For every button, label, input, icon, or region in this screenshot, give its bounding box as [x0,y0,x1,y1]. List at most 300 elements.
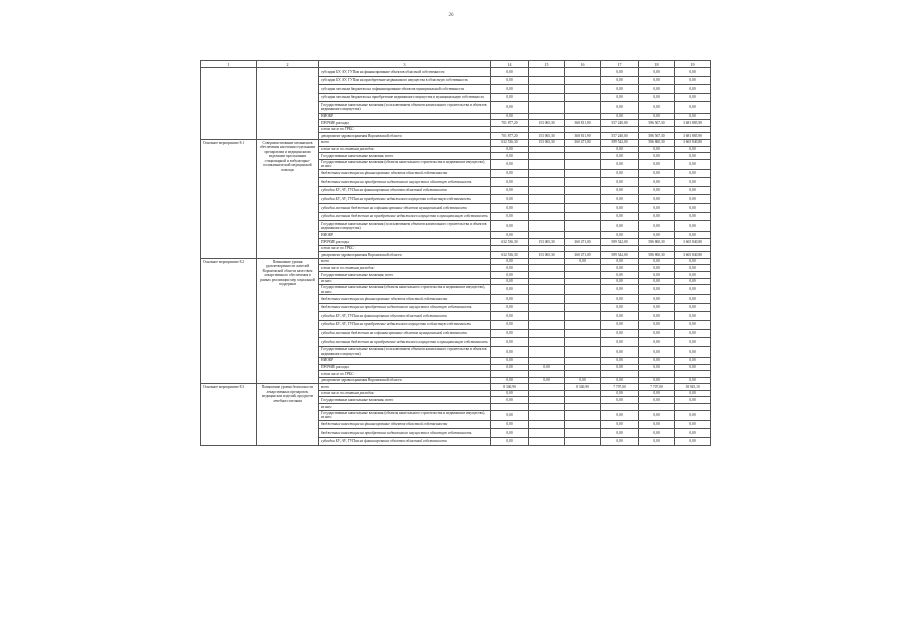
value-cell [565,146,601,153]
value-cell: 0,00 [639,429,675,438]
value-cell: 0,00 [601,221,639,232]
value-cell [639,371,675,378]
expense-item: НИОКР [319,113,491,120]
value-cell: 0,00 [675,159,711,169]
value-cell: 0,00 [491,329,529,338]
value-cell [565,126,601,133]
value-cell [565,93,601,102]
value-cell: 0,00 [601,146,639,153]
value-cell [529,265,565,272]
value-cell [565,153,601,160]
value-cell [529,178,565,187]
value-cell [529,404,565,411]
value-cell: 0,00 [639,397,675,404]
measure-name: Повышение уровня удовлетворенности жителей Воронежской области качеством лекарственного обеспечения в рамках реализации мер социальной поддержки [257,258,319,383]
value-cell: 0,00 [639,303,675,312]
value-cell: 3 681 885,90 [675,133,711,140]
value-cell: 0,00 [491,420,529,429]
table-row [201,139,711,146]
value-cell: 0,00 [675,85,711,94]
value-cell: 0,00 [675,429,711,438]
value-cell: 0,00 [675,169,711,178]
value-cell: 0,00 [675,278,711,285]
value-cell [565,272,601,279]
value-cell: 0,00 [565,258,601,265]
value-cell [565,364,601,371]
value-cell [639,245,675,252]
value-cell: 0,00 [491,377,529,384]
value-cell: 0,00 [639,410,675,420]
value-cell: 557 240,00 [601,120,639,127]
value-cell: 0,00 [491,204,529,213]
value-cell: 701 877,20 [491,120,529,127]
value-cell [529,437,565,446]
expense-item: в том числе по ГРБС: [319,245,491,252]
value-cell: 368 811,90 [565,133,601,140]
value-cell: 0,00 [601,169,639,178]
expense-item: ПРОЧИЕ расходы [319,120,491,127]
value-cell: 0,00 [675,410,711,420]
value-cell [529,285,565,295]
value-cell [565,338,601,347]
expense-item: бюджетные инвестиции на финансирование объектов областной собственности [319,169,491,178]
value-cell: 0,00 [601,397,639,404]
value-cell: 0,00 [639,113,675,120]
value-cell [565,420,601,429]
value-cell: 0,00 [639,102,675,113]
value-cell: 0,00 [601,285,639,295]
value-cell [529,169,565,178]
value-cell: 7 707,00 [639,384,675,391]
value-cell: 0,00 [491,232,529,239]
value-cell: 0,00 [675,420,711,429]
value-cell [675,404,711,411]
value-cell: 0,00 [491,102,529,113]
value-cell: 0,00 [675,76,711,85]
value-cell: 0,00 [639,272,675,279]
value-cell: 0,00 [639,338,675,347]
value-cell [601,245,639,252]
value-cell: 557 240,00 [601,133,639,140]
value-cell [529,212,565,221]
value-cell [565,295,601,304]
value-cell: 0,00 [675,397,711,404]
value-cell [639,404,675,411]
value-cell: 0,00 [601,186,639,195]
value-cell: 0,00 [491,178,529,187]
header-cell-17: 17 [601,61,639,68]
value-cell [565,265,601,272]
value-cell: 0,00 [675,338,711,347]
measure-name: Повышение уровня безопасности лекарственных препаратов, медицинских изделий, продуктов лечебного питания [257,384,319,446]
value-cell: 0,00 [491,364,529,371]
value-cell: 0,00 [675,303,711,312]
measure-title [201,68,257,140]
value-cell [529,93,565,102]
value-cell: 0,00 [675,153,711,160]
expense-item: субсидии БУ, АУ, ГУПам на приобретение недвижимого имущества в областную собственность [319,195,491,204]
value-cell: 153 065,30 [529,120,565,127]
value-cell [529,278,565,285]
value-cell [529,410,565,420]
expense-item: в том числе по статьям расходов: [319,146,491,153]
value-cell: 0,00 [639,278,675,285]
expense-item: в том числе по ГРБС: [319,371,491,378]
value-cell [491,245,529,252]
expense-item: субсидии БУ, АУ, ГУПам на финансирование объектов областной собственности [319,186,491,195]
value-cell [565,285,601,295]
measure-title: Основное мероприятие 8.3 [201,384,257,446]
value-cell: 0,00 [675,390,711,397]
expense-item: бюджетные инвестиции на финансирование объектов областной собственности [319,420,491,429]
value-cell: 0,00 [601,437,639,446]
value-cell: 0,00 [491,303,529,312]
header-cell-15: 15 [529,61,565,68]
value-cell: 0,00 [639,329,675,338]
value-cell: 0,00 [601,212,639,221]
value-cell: 586 860,30 [639,252,675,259]
value-cell: 632 536,30 [491,139,529,146]
value-cell: 360 471,00 [565,139,601,146]
value-cell: 0,00 [675,93,711,102]
value-cell [529,146,565,153]
value-cell: 0,00 [639,76,675,85]
value-cell: 0,00 [601,295,639,304]
value-cell: 0,00 [639,232,675,239]
value-cell: 0,00 [639,93,675,102]
value-cell [565,429,601,438]
value-cell: 0,00 [675,113,711,120]
value-cell: 0,00 [491,312,529,321]
value-cell: 3 665 840,80 [675,252,711,259]
value-cell: 0,00 [639,221,675,232]
value-cell [529,320,565,329]
value-cell: 0,00 [601,377,639,384]
value-cell [565,346,601,357]
value-cell: 0,00 [675,295,711,304]
expense-item: субсидии БУ, АУ, ГУПам на приобретение недвижимого имущества в областную собственность [319,76,491,85]
value-cell: 0,00 [491,285,529,295]
value-cell [529,245,565,252]
value-cell: 0,00 [601,272,639,279]
value-cell: 360 471,00 [565,252,601,259]
value-cell: 0,00 [529,377,565,384]
expense-item: Государственные капитальные вложения, всего [319,272,491,279]
value-cell [675,371,711,378]
value-cell [529,329,565,338]
value-cell [529,346,565,357]
header-cell-1: 1 [201,61,257,68]
value-cell [529,204,565,213]
expense-item: НИОКР [319,357,491,364]
value-cell: 0,00 [601,265,639,272]
value-cell: 0,00 [491,410,529,420]
value-cell: 0,00 [491,68,529,77]
value-cell: 0,00 [639,178,675,187]
value-cell [529,295,565,304]
value-cell: 0,00 [675,178,711,187]
expense-item: субсидии местным бюджетам на софинансирование объектов муниципальной собственности [319,329,491,338]
value-cell: 0,00 [639,285,675,295]
expense-item: всего [319,258,491,265]
value-cell: 0,00 [491,437,529,446]
value-cell: 3 665 840,80 [675,239,711,246]
value-cell [529,113,565,120]
value-cell [491,371,529,378]
value-cell: 0,00 [675,312,711,321]
value-cell: 0,00 [675,195,711,204]
value-cell [529,397,565,404]
expense-item: субсидии местным бюджетам на приобретение недвижимого имущества в муниципальную собственность [319,93,491,102]
value-cell [565,159,601,169]
expense-item: субсидии БУ, АУ, ГУПам на приобретение недвижимого имущества в областную собственность [319,320,491,329]
value-cell: 0,00 [491,338,529,347]
value-cell: 0,00 [601,320,639,329]
value-cell [639,126,675,133]
value-cell: 0,00 [675,329,711,338]
value-cell [565,212,601,221]
value-cell: 0,00 [639,390,675,397]
value-cell: 0,00 [601,312,639,321]
value-cell: 0,00 [601,338,639,347]
value-cell: 0,00 [491,429,529,438]
value-cell [565,371,601,378]
value-cell [565,329,601,338]
value-cell: 368 811,90 [565,120,601,127]
value-cell [565,312,601,321]
measure-name [257,68,319,140]
value-cell: 0,00 [491,212,529,221]
value-cell [529,85,565,94]
value-cell [565,245,601,252]
value-cell: 0,00 [601,258,639,265]
value-cell: 0,00 [675,265,711,272]
value-cell: 0,00 [601,429,639,438]
value-cell: 701 877,20 [491,133,529,140]
value-cell: 0,00 [639,85,675,94]
expense-item: субсидии БУ, АУ, ГУПам на финансирование объектов областной собственности [319,437,491,446]
header-cell-18: 18 [639,61,675,68]
value-cell: 153 065,30 [529,239,565,246]
value-cell: 0,00 [491,76,529,85]
value-cell: 0,00 [601,113,639,120]
value-cell: 0,00 [601,195,639,204]
value-cell: 0,00 [639,195,675,204]
value-cell [565,397,601,404]
expense-item: департамент здравоохранения Воронежской области [319,252,491,259]
value-cell: 0,00 [639,265,675,272]
value-cell [565,221,601,232]
expense-item: бюджетные инвестиции на приобретение недвижимого имущества в областную собственность [319,178,491,187]
expense-item: департамент здравоохранения Воронежской области [319,133,491,140]
value-cell: 0,00 [601,85,639,94]
value-cell [565,410,601,420]
header-cell-16: 16 [565,61,601,68]
value-cell: 0,00 [675,357,711,364]
value-cell [565,320,601,329]
expense-item: Государственные капитальные вложения (за исключением объектов капитального строительства и объектов недвижимого имущества) [319,221,491,232]
value-cell [565,169,601,178]
value-cell: 0,00 [601,420,639,429]
value-cell [565,357,601,364]
value-cell: 0,00 [675,377,711,384]
value-cell: 0,00 [601,204,639,213]
value-cell: 0,00 [491,357,529,364]
value-cell: 0,00 [491,169,529,178]
value-cell: 0,00 [639,377,675,384]
value-cell [601,371,639,378]
value-cell: 0,00 [601,159,639,169]
measure-title: Основное мероприятие 8.1 [201,139,257,258]
value-cell: 589 542,00 [601,139,639,146]
expense-item: всего [319,139,491,146]
value-cell: 0,00 [639,357,675,364]
value-cell: 0,00 [639,437,675,446]
value-cell [529,221,565,232]
value-cell: 0,00 [601,303,639,312]
value-cell: 0,00 [675,364,711,371]
value-cell [529,371,565,378]
value-cell [529,312,565,321]
value-cell: 0,00 [491,320,529,329]
value-cell: 0,00 [491,265,529,272]
value-cell [565,178,601,187]
expense-item: бюджетные инвестиции на приобретение недвижимого имущества в областную собственность [319,429,491,438]
value-cell: 0,00 [491,346,529,357]
measure-name: Совершенствование механизмов обеспечения населения отдельными препаратами и медицинскими изделиями при оказании стационарной и амбулаторно-поликлинической медицинской помощи [257,139,319,258]
value-cell [529,258,565,265]
expense-item: из них: [319,404,491,411]
value-cell: 586 567,30 [639,133,675,140]
value-cell: 0,00 [675,146,711,153]
expense-item: в том числе по статьям расходов: [319,265,491,272]
value-cell: 0,00 [675,437,711,446]
expense-item: Государственные капитальные вложения, всего [319,153,491,160]
value-cell [565,102,601,113]
expense-item: всего [319,384,491,391]
value-cell: 0,00 [639,420,675,429]
value-cell: 0,00 [491,153,529,160]
value-cell [529,420,565,429]
value-cell: 589 542,00 [601,239,639,246]
value-cell: 0,00 [639,320,675,329]
value-cell: 153 065,30 [529,133,565,140]
value-cell [565,404,601,411]
value-cell [675,245,711,252]
value-cell: 8 340,90 [491,384,529,391]
value-cell: 0,00 [491,195,529,204]
value-cell [565,204,601,213]
value-cell: 0,00 [601,390,639,397]
expense-item: Государственные капитальные вложения (за исключением объектов капитального строительства и объектов недвижимого имущества) [319,346,491,357]
expense-item: субсидии местным бюджетам на софинансирование объектов муниципальной собственности [319,204,491,213]
value-cell: 0,00 [675,186,711,195]
value-cell: 0,00 [639,153,675,160]
value-cell [529,429,565,438]
value-cell [529,76,565,85]
value-cell [565,68,601,77]
value-cell: 0,00 [675,258,711,265]
budget-table [200,60,711,446]
value-cell: 0,00 [639,295,675,304]
value-cell: 360 471,00 [565,239,601,246]
table-row [201,384,711,391]
table-row [201,258,711,265]
value-cell [565,186,601,195]
value-cell: 0,00 [491,186,529,195]
value-cell: 586 567,30 [639,120,675,127]
value-cell: 8 340,90 [565,384,601,391]
value-cell: 0,00 [601,232,639,239]
value-cell: 0,00 [491,159,529,169]
value-cell: 0,00 [601,93,639,102]
value-cell: 0,00 [601,102,639,113]
expense-item: в том числе по статьям расходов: [319,390,491,397]
expense-item: бюджетные инвестиции на приобретение недвижимого имущества в областную собственность [319,303,491,312]
value-cell: 0,00 [639,169,675,178]
value-cell [565,195,601,204]
header-cell-19: 19 [675,61,711,68]
value-cell: 0,00 [675,232,711,239]
value-cell: 18 945,10 [675,384,711,391]
value-cell: 0,00 [601,410,639,420]
value-cell [529,159,565,169]
value-cell: 0,00 [565,377,601,384]
value-cell [529,390,565,397]
value-cell: 0,00 [675,204,711,213]
value-cell: 0,00 [675,346,711,357]
value-cell: 0,00 [675,212,711,221]
value-cell [565,437,601,446]
value-cell [529,357,565,364]
value-cell: 0,00 [491,278,529,285]
value-cell: 3 681 885,90 [675,120,711,127]
value-cell: 0,00 [639,146,675,153]
value-cell: 0,00 [529,364,565,371]
header-row [201,61,711,68]
value-cell: 632 536,30 [491,239,529,246]
value-cell: 0,00 [639,346,675,357]
value-cell [565,390,601,397]
expense-item: субсидии БУ, АУ, ГУПам на финансирование объектов областной собственности [319,312,491,321]
value-cell: 0,00 [675,285,711,295]
value-cell: 0,00 [491,85,529,94]
value-cell: 0,00 [639,68,675,77]
value-cell [565,113,601,120]
value-cell [529,195,565,204]
page-number: 26 [448,13,454,18]
value-cell: 586 860,30 [639,239,675,246]
value-cell: 586 860,30 [639,139,675,146]
value-cell [565,76,601,85]
value-cell: 0,00 [675,320,711,329]
expense-item: Государственные капитальные вложения (за исключением объектов капитального строительства и объектов недвижимого имущества) [319,102,491,113]
value-cell: 0,00 [639,204,675,213]
expense-item: из них: [319,278,491,285]
value-cell [529,186,565,195]
value-cell [529,384,565,391]
value-cell: 0,00 [675,272,711,279]
value-cell [529,232,565,239]
value-cell: 0,00 [491,146,529,153]
expense-item: НИОКР [319,232,491,239]
value-cell [565,232,601,239]
header-cell-14: 14 [491,61,529,68]
value-cell [565,303,601,312]
value-cell [491,404,529,411]
value-cell: 0,00 [639,212,675,221]
expense-item: Государственные капитальные вложения (объекты капитального строительства и недвижимое имущество), из них: [319,410,491,420]
